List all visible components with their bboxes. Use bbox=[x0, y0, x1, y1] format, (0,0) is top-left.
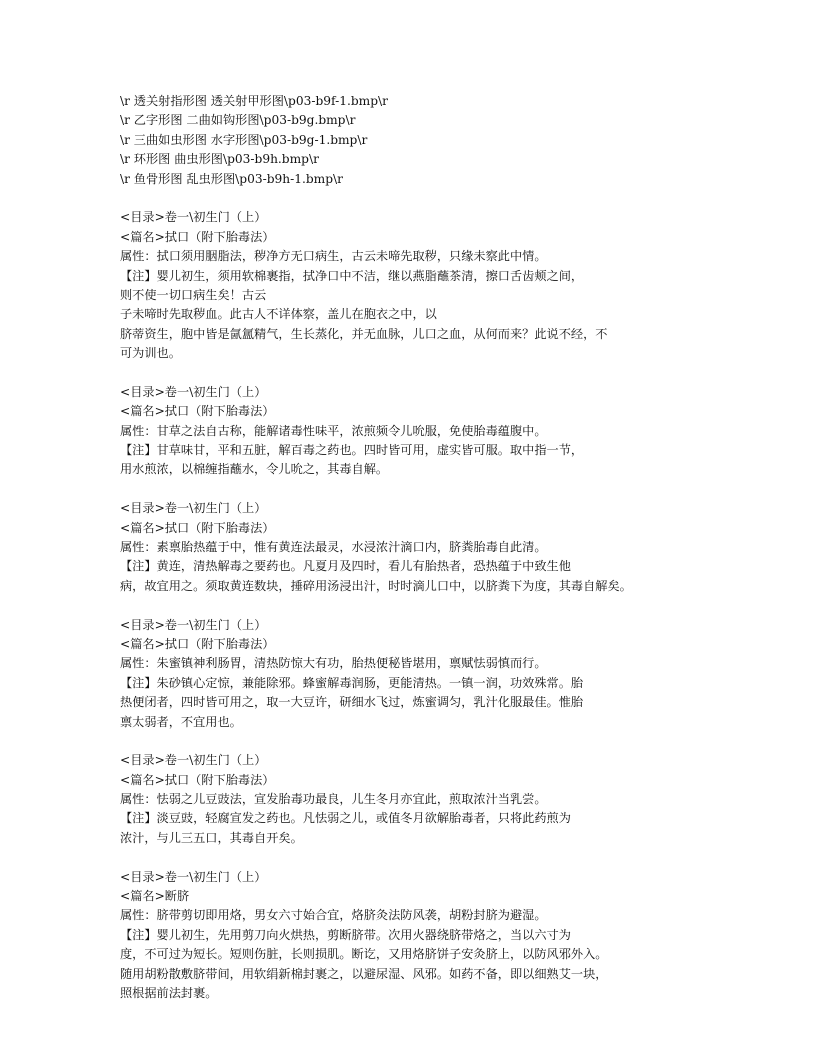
body-line: 可为训也。 bbox=[120, 346, 181, 361]
entry-section bbox=[120, 208, 720, 363]
entry-section bbox=[120, 616, 720, 732]
catalog-line: <目录>卷一\初生门（上） bbox=[120, 753, 267, 768]
body-line: 禀太弱者，不宜用也。 bbox=[120, 714, 242, 729]
property-line: 属性：素禀胎热蕴于中，惟有黄连法最灵，水浸浓汁滴口内，脐粪胎毒自此清。 bbox=[120, 539, 547, 554]
chapter-title-line: <篇名>拭口（附下胎毒法） bbox=[120, 520, 275, 535]
catalog-line: <目录>卷一\初生门（上） bbox=[120, 869, 267, 884]
note-line: 【注】黄连，清热解毒之要药也。凡夏月及四时，看儿有胎热者，恐热蕴于中致生他 bbox=[120, 559, 571, 574]
body-line: 子未啼时先取秽血。此古人不详体察，盖儿在胞衣之中，以 bbox=[120, 307, 437, 322]
body-line: 病，故宜用之。须取黄连数块，捶碎用汤浸出汁，时时滴儿口中，以脐粪下为度，其毒自解矣。 bbox=[120, 578, 632, 593]
image-reference-block bbox=[120, 92, 720, 189]
chapter-title-line: <篇名>断脐 bbox=[120, 889, 190, 904]
image-reference-line: \r 鱼骨形图 乱虫形图\p03-b9h-1.bmp\r bbox=[120, 171, 343, 186]
entry-section bbox=[120, 868, 720, 1004]
catalog-line: <目录>卷一\初生门（上） bbox=[120, 617, 267, 632]
document-page bbox=[120, 92, 720, 1003]
note-line: 【注】甘草味甘，平和五脏，解百毒之药也。四时皆可用，虚实皆可服。取中指一节， bbox=[120, 443, 584, 458]
body-line: 则不使一切口病生矣！古云 bbox=[120, 287, 267, 302]
chapter-title-line: <篇名>拭口（附下胎毒法） bbox=[120, 772, 275, 787]
entries-container bbox=[120, 189, 720, 1003]
image-reference-line: \r 乙字形图 二曲如钩形图\p03-b9g.bmp\r bbox=[120, 113, 356, 128]
entry-section bbox=[120, 499, 720, 596]
image-reference-line: \r 透关射指形图 透关射甲形图\p03-b9f-1.bmp\r bbox=[120, 94, 388, 108]
body-line: 照根据前法封裹。 bbox=[120, 985, 218, 1000]
image-reference-line: \r 环形图 曲虫形图\p03-b9h.bmp\r bbox=[120, 152, 319, 167]
catalog-line: <目录>卷一\初生门（上） bbox=[120, 501, 267, 516]
section-spacer bbox=[120, 596, 720, 615]
chapter-title-line: <篇名>拭口（附下胎毒法） bbox=[120, 229, 275, 244]
entry-section bbox=[120, 383, 720, 480]
chapter-title-line: <篇名>拭口（附下胎毒法） bbox=[120, 636, 275, 651]
body-line: 度，不可过为短长。短则伤脏，长则损肌。断讫，又用烙脐饼子安灸脐上，以防风邪外入。 bbox=[120, 947, 608, 962]
note-line: 【注】淡豆豉，轻腐宣发之药也。凡怯弱之儿，或值冬月欲解胎毒者，只将此药煎为 bbox=[120, 811, 571, 826]
property-line: 属性：拭口须用胭脂法，秽净方无口病生，古云未啼先取秽，只缘未察此中情。 bbox=[120, 249, 547, 264]
entry-section bbox=[120, 751, 720, 848]
note-line: 【注】婴儿初生，须用软棉裹指，拭净口中不洁，继以燕脂蘸茶清，擦口舌齿颊之间， bbox=[120, 268, 584, 283]
chapter-title-line: <篇名>拭口（附下胎毒法） bbox=[120, 404, 275, 419]
note-line: 【注】朱砂镇心定惊，兼能除邪。蜂蜜解毒润肠，更能清热。一镇一润，功效殊常。胎 bbox=[120, 675, 584, 690]
section-spacer bbox=[120, 732, 720, 751]
body-line: 脐蒂资生，胞中皆是氤氲精气，生长蒸化，并无血脉，儿口之血，从何而来？此说不经，不 bbox=[120, 326, 608, 341]
catalog-line: <目录>卷一\初生门（上） bbox=[120, 384, 267, 399]
body-line: 浓汁，与儿三五口，其毒自开矣。 bbox=[120, 830, 303, 845]
catalog-line: <目录>卷一\初生门（上） bbox=[120, 210, 267, 225]
body-line: 随用胡粉散敷脐带间，用软绢新棉封裹之，以避尿湿、风邪。如药不备，即以细熟艾一块， bbox=[120, 966, 608, 981]
body-line: 热便闭者，四时皆可用之，取一大豆许，研细水飞过，炼蜜调匀，乳汁化服最佳。惟胎 bbox=[120, 695, 584, 710]
property-line: 属性：怯弱之儿豆豉法，宣发胎毒功最良，儿生冬月亦宜此，煎取浓汁当乳尝。 bbox=[120, 792, 547, 807]
section-spacer bbox=[120, 480, 720, 499]
section-spacer bbox=[120, 363, 720, 382]
section-spacer bbox=[120, 848, 720, 867]
section-spacer bbox=[120, 189, 720, 208]
image-reference-line: \r 三曲如虫形图 水字形图\p03-b9g-1.bmp\r bbox=[120, 132, 368, 147]
property-line: 属性：脐带剪切即用烙，男女六寸始合宜，烙脐灸法防风袭，胡粉封脐为避湿。 bbox=[120, 908, 547, 923]
note-line: 【注】婴儿初生，先用剪刀向火烘热，剪断脐带。次用火器绕脐带烙之，当以六寸为 bbox=[120, 927, 571, 942]
property-line: 属性：甘草之法自古称，能解诸毒性味平，浓煎频令儿吮服，免使胎毒蕴腹中。 bbox=[120, 423, 547, 438]
property-line: 属性：朱蜜镇神利肠胃，清热防惊大有功，胎热便秘皆堪用，禀赋怯弱慎而行。 bbox=[120, 656, 547, 671]
body-line: 用水煎浓，以棉缠指蘸水，令儿吮之，其毒自解。 bbox=[120, 462, 389, 477]
